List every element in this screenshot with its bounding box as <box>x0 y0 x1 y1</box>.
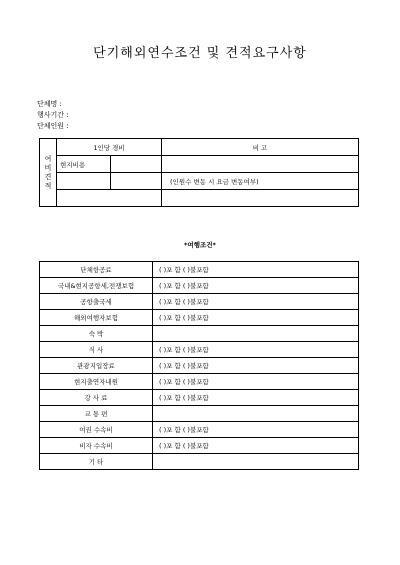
condition-row <box>40 422 359 438</box>
condition-row <box>40 406 359 422</box>
remark-note: (인원수 변동 시 요금 변동여부) <box>162 173 359 190</box>
condition-value[interactable]: ( )포 함 ( )불포함 <box>153 438 359 454</box>
condition-label: 식 사 <box>40 342 153 358</box>
group-size-label: 단체인원 : <box>37 122 69 130</box>
condition-row <box>40 342 359 358</box>
group-name-label: 단체명 : <box>37 100 62 108</box>
condition-value[interactable]: ( )포 함 ( )불포함 <box>153 358 359 374</box>
condition-row <box>40 438 359 454</box>
header-cost: 1인당 경비 <box>57 139 162 156</box>
conditions-table <box>39 261 359 470</box>
local-cost-value[interactable] <box>111 156 162 173</box>
condition-label: 해외여행자보험 <box>40 310 153 326</box>
condition-value[interactable]: ( )포 함 ( )불포함 <box>153 278 359 294</box>
estimate-cell[interactable] <box>57 173 111 190</box>
condition-value[interactable] <box>153 326 359 342</box>
condition-label: 강 사 료 <box>40 390 153 406</box>
condition-value[interactable]: ( )포 함 ( )불포함 <box>153 390 359 406</box>
condition-label: 교 통 편 <box>40 406 153 422</box>
section-title: *여행조건* <box>184 241 216 249</box>
condition-row <box>40 454 359 470</box>
condition-label: 숙 박 <box>40 326 153 342</box>
condition-value[interactable]: ( )포 함 ( )불포함 <box>153 374 359 390</box>
condition-row <box>40 294 359 310</box>
condition-value[interactable]: ( )포 함 ( )불포함 <box>153 342 359 358</box>
document-title: 단기해외연수조건 및 견적요구사항 <box>93 46 307 61</box>
condition-value[interactable] <box>153 454 359 470</box>
condition-row <box>40 326 359 342</box>
estimate-cell[interactable] <box>162 190 359 207</box>
condition-row <box>40 358 359 374</box>
condition-value[interactable]: ( )포 함 ( )불포함 <box>153 294 359 310</box>
estimate-cell[interactable] <box>57 190 162 207</box>
local-cost-label: 현지비용 <box>57 156 111 173</box>
condition-label: 현지출연자내원 <box>40 374 153 390</box>
condition-label: 국내&현지공항세,전쟁보험 <box>40 278 153 294</box>
condition-row <box>40 278 359 294</box>
condition-row <box>40 310 359 326</box>
condition-label: 여권 수속비 <box>40 422 153 438</box>
condition-label: 관광지입장료 <box>40 358 153 374</box>
condition-row <box>40 262 359 278</box>
condition-value[interactable]: ( )포 함 ( )불포함 <box>153 262 359 278</box>
condition-label: 공항출국세 <box>40 294 153 310</box>
condition-row <box>40 374 359 390</box>
condition-label: 단체항공료 <box>40 262 153 278</box>
condition-value[interactable]: ( )포 함 ( )불포함 <box>153 422 359 438</box>
condition-value[interactable] <box>153 406 359 422</box>
condition-row <box>40 390 359 406</box>
event-period-label: 행사기간 : <box>37 111 69 119</box>
estimate-cell[interactable] <box>111 173 162 190</box>
condition-label: 기 타 <box>40 454 153 470</box>
estimate-side-label: 여 비 견 적 <box>40 139 57 207</box>
header-remark: 비 고 <box>162 139 359 156</box>
estimate-table <box>39 138 359 207</box>
condition-value[interactable]: ( )포 함 ( )불포함 <box>153 310 359 326</box>
condition-label: 비자 수속비 <box>40 438 153 454</box>
local-cost-remark[interactable] <box>162 156 359 173</box>
